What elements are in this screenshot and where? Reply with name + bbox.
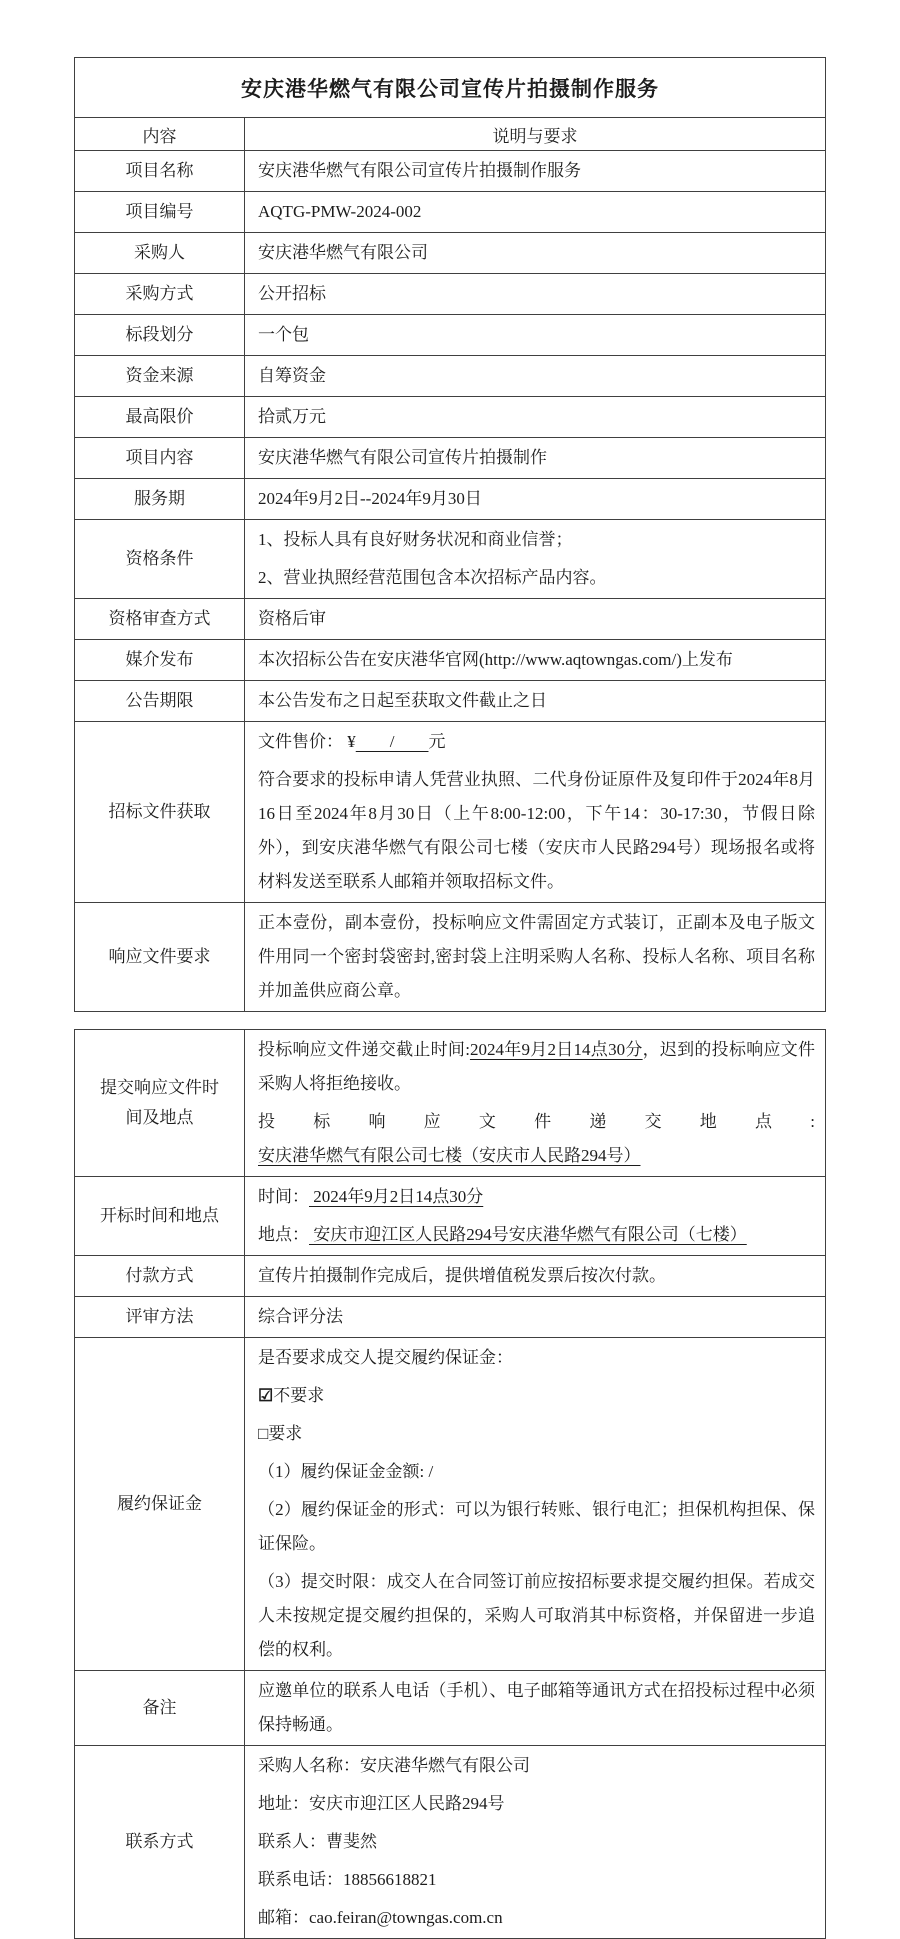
paragraph (258, 236, 815, 270)
table-row (75, 903, 826, 1012)
row-content (245, 1177, 826, 1256)
submission-info-table (74, 1029, 826, 1939)
row-label: 响应文件要求 (75, 903, 245, 1012)
column-header-description: 说明与要求 (245, 118, 826, 151)
column-header-content: 内容 (75, 118, 245, 151)
table-row (75, 438, 826, 479)
text-segment: 地址：安庆市迎江区人民路294号 (258, 1794, 505, 1813)
text-segment: 符合要求的投标申请人凭营业执照、二代身份证原件及复印件于2024年8月16日至2024年8月30日（上午8:00-12:00，下午14：30-17:30，节假日除外），到安庆港华燃气有限公司七楼（安庆市人民路294号）现场报名或将材料发送至联系人邮箱并领取招标文件。 (258, 770, 815, 891)
paragraph (258, 1033, 815, 1101)
table-row (75, 397, 826, 438)
paragraph (258, 1674, 815, 1742)
paragraph (258, 441, 815, 475)
text-segment: 时间： (258, 1187, 309, 1206)
text-segment: 1、投标人具有良好财务状况和商业信誉； (258, 530, 573, 549)
text-segment: 安庆市迎江区人民路294号安庆港华燃气有限公司（七楼） (309, 1225, 747, 1244)
table-row (75, 1177, 826, 1256)
document-title: 安庆港华燃气有限公司宣传片拍摄制作服务 (75, 58, 826, 118)
text-segment: 2024年9月2日--2024年9月30日 (258, 489, 482, 508)
table-row (75, 315, 826, 356)
tender-document (74, 0, 826, 1939)
row-label: 评审方法 (75, 1297, 245, 1338)
paragraph (258, 1863, 815, 1897)
checkbox-checked-icon: ☑ (258, 1386, 274, 1405)
text-segment: 地点： (258, 1225, 309, 1244)
table-row (75, 356, 826, 397)
paragraph (258, 1493, 815, 1561)
text-segment: 2024年9月2日14点30分 (309, 1187, 484, 1206)
text-segment: 本公告发布之日起至获取文件截止之日 (258, 691, 547, 710)
text-segment: 安庆港华燃气有限公司 (258, 243, 428, 262)
paragraph (258, 1787, 815, 1821)
text-segment: 资格后审 (258, 609, 326, 628)
paragraph (258, 400, 815, 434)
row-content (245, 722, 826, 903)
paragraph (258, 1417, 815, 1451)
text-segment: 安庆港华燃气有限公司宣传片拍摄制作 (258, 448, 547, 467)
row-label: 项目内容 (75, 438, 245, 479)
text-segment: 拾贰万元 (258, 407, 326, 426)
table-row (75, 599, 826, 640)
row-label: 招标文件获取 (75, 722, 245, 903)
checkbox-unchecked-icon: □ (258, 1424, 269, 1443)
paragraph (258, 195, 815, 229)
row-label: 提交响应文件时间及地点 (75, 1030, 245, 1177)
row-content (245, 903, 826, 1012)
paragraph (258, 1341, 815, 1375)
row-content (245, 1256, 826, 1297)
text-segment: 联系人：曹斐然 (258, 1832, 377, 1851)
text-segment: 应邀单位的联系人电话（手机）、电子邮箱等通讯方式在招投标过程中必须保持畅通。 (258, 1681, 815, 1734)
row-content (245, 233, 826, 274)
row-label: 项目编号 (75, 192, 245, 233)
paragraph (258, 1379, 815, 1413)
text-segment: 一个包 (258, 325, 309, 344)
table-row (75, 233, 826, 274)
row-label: 服务期 (75, 479, 245, 520)
paragraph (258, 1901, 815, 1935)
table-row (75, 151, 826, 192)
text-segment: 正本壹份，副本壹份，投标响应文件需固定方式装订，正副本及电子版文件用同一个密封袋密封,密封袋上注明采购人名称、投标人名称、项目名称并加盖供应商公章。 (258, 913, 815, 1000)
text-segment: 自筹资金 (258, 366, 326, 385)
text-segment: 不要求 (273, 1386, 325, 1405)
row-content (245, 479, 826, 520)
row-content (245, 315, 826, 356)
row-content (245, 438, 826, 479)
text-segment: （1）履约保证金金额: / (258, 1462, 434, 1481)
row-label: 媒介发布 (75, 640, 245, 681)
text-segment: 采购人名称：安庆港华燃气有限公司 (258, 1756, 530, 1775)
row-label: 资格审查方式 (75, 599, 245, 640)
row-label: 开标时间和地点 (75, 1177, 245, 1256)
text-segment: ，迟到的投标响应文件采购人将拒绝接收。 (258, 1040, 816, 1093)
row-content (245, 520, 826, 599)
paragraph (258, 906, 815, 1008)
text-segment: 元 (428, 732, 446, 751)
text-segment: 综合评分法 (258, 1307, 343, 1326)
text-segment: （3）提交时限：成交人在合同签订前应按招标要求提交履约担保。若成交人未按规定提交履约担保的，采购人可取消其中标资格，并保留进一步追偿的权利。 (258, 1572, 815, 1659)
paragraph (258, 725, 815, 759)
row-content (245, 1338, 826, 1671)
row-label: 项目名称 (75, 151, 245, 192)
row-label: 标段划分 (75, 315, 245, 356)
text-segment: 是否要求成交人提交履约保证金： (258, 1348, 513, 1367)
paragraph (258, 763, 815, 899)
row-content (245, 640, 826, 681)
table-row (75, 1671, 826, 1746)
row-content (245, 397, 826, 438)
paragraph (258, 561, 815, 595)
row-label: 履约保证金 (75, 1338, 245, 1671)
row-label: 资金来源 (75, 356, 245, 397)
text-segment: 安庆港华燃气有限公司宣传片拍摄制作服务 (258, 161, 581, 180)
table-row (75, 1746, 826, 1939)
table-row (75, 1030, 826, 1177)
row-content (245, 1297, 826, 1338)
row-content (245, 356, 826, 397)
table-row (75, 1338, 826, 1671)
text-segment: 投标响应文件递交截止时间: (258, 1040, 470, 1059)
table-row (75, 479, 826, 520)
text-segment: 2024年9月2日14点30分 (469, 1040, 643, 1059)
tender-info-table (74, 57, 826, 1012)
paragraph (258, 684, 815, 718)
row-label: 联系方式 (75, 1746, 245, 1939)
text-segment: 2、营业执照经营范围包含本次招标产品内容。 (258, 568, 607, 587)
paragraph (258, 643, 815, 677)
paragraph (258, 1218, 815, 1252)
text-segment: 联系电话：18856618821 (258, 1870, 437, 1889)
text-segment: 投标响应文件递交地点: (258, 1112, 815, 1131)
table-row (75, 1256, 826, 1297)
row-label: 备注 (75, 1671, 245, 1746)
row-content (245, 681, 826, 722)
table-row (75, 640, 826, 681)
paragraph (258, 1825, 815, 1859)
row-content (245, 1746, 826, 1939)
text-segment: / (355, 732, 429, 751)
row-content (245, 274, 826, 315)
table-row (75, 274, 826, 315)
paragraph (258, 1180, 815, 1214)
text-segment: 要求 (268, 1424, 303, 1443)
row-content (245, 192, 826, 233)
table-row (75, 520, 826, 599)
paragraph (258, 1565, 815, 1667)
row-label: 付款方式 (75, 1256, 245, 1297)
text-segment: 安庆港华燃气有限公司七楼（安庆市人民路294号） (258, 1146, 641, 1165)
text-segment: 邮箱：cao.feiran@towngas.com.cn (258, 1908, 503, 1927)
text-segment: 公开招标 (258, 284, 326, 303)
row-content (245, 151, 826, 192)
text-segment: 宣传片拍摄制作完成后，提供增值税发票后按次付款。 (258, 1266, 666, 1285)
row-label: 资格条件 (75, 520, 245, 599)
table-row (75, 192, 826, 233)
title-row (75, 58, 826, 118)
paragraph (258, 1300, 815, 1334)
header-row (75, 118, 826, 151)
row-label: 采购方式 (75, 274, 245, 315)
paragraph (258, 154, 815, 188)
paragraph (258, 359, 815, 393)
table-row (75, 681, 826, 722)
text-segment: 本次招标公告在安庆港华官网(http://www.aqtowngas.com/)上发布 (258, 650, 733, 669)
paragraph (258, 1105, 815, 1173)
row-label: 公告期限 (75, 681, 245, 722)
row-label: 采购人 (75, 233, 245, 274)
paragraph (258, 318, 815, 352)
paragraph (258, 523, 815, 557)
paragraph (258, 1455, 815, 1489)
text-segment: 文件售价： ¥ (258, 732, 356, 751)
paragraph (258, 1749, 815, 1783)
paragraph (258, 1259, 815, 1293)
row-content (245, 1671, 826, 1746)
text-segment: AQTG-PMW-2024-002 (258, 202, 422, 221)
row-content (245, 599, 826, 640)
paragraph (258, 482, 815, 516)
paragraph (258, 277, 815, 311)
text-segment: （2）履约保证金的形式：可以为银行转账、银行电汇；担保机构担保、保证保险。 (258, 1500, 815, 1553)
table-row (75, 1297, 826, 1338)
table-row (75, 722, 826, 903)
row-content (245, 1030, 826, 1177)
row-label: 最高限价 (75, 397, 245, 438)
paragraph (258, 602, 815, 636)
